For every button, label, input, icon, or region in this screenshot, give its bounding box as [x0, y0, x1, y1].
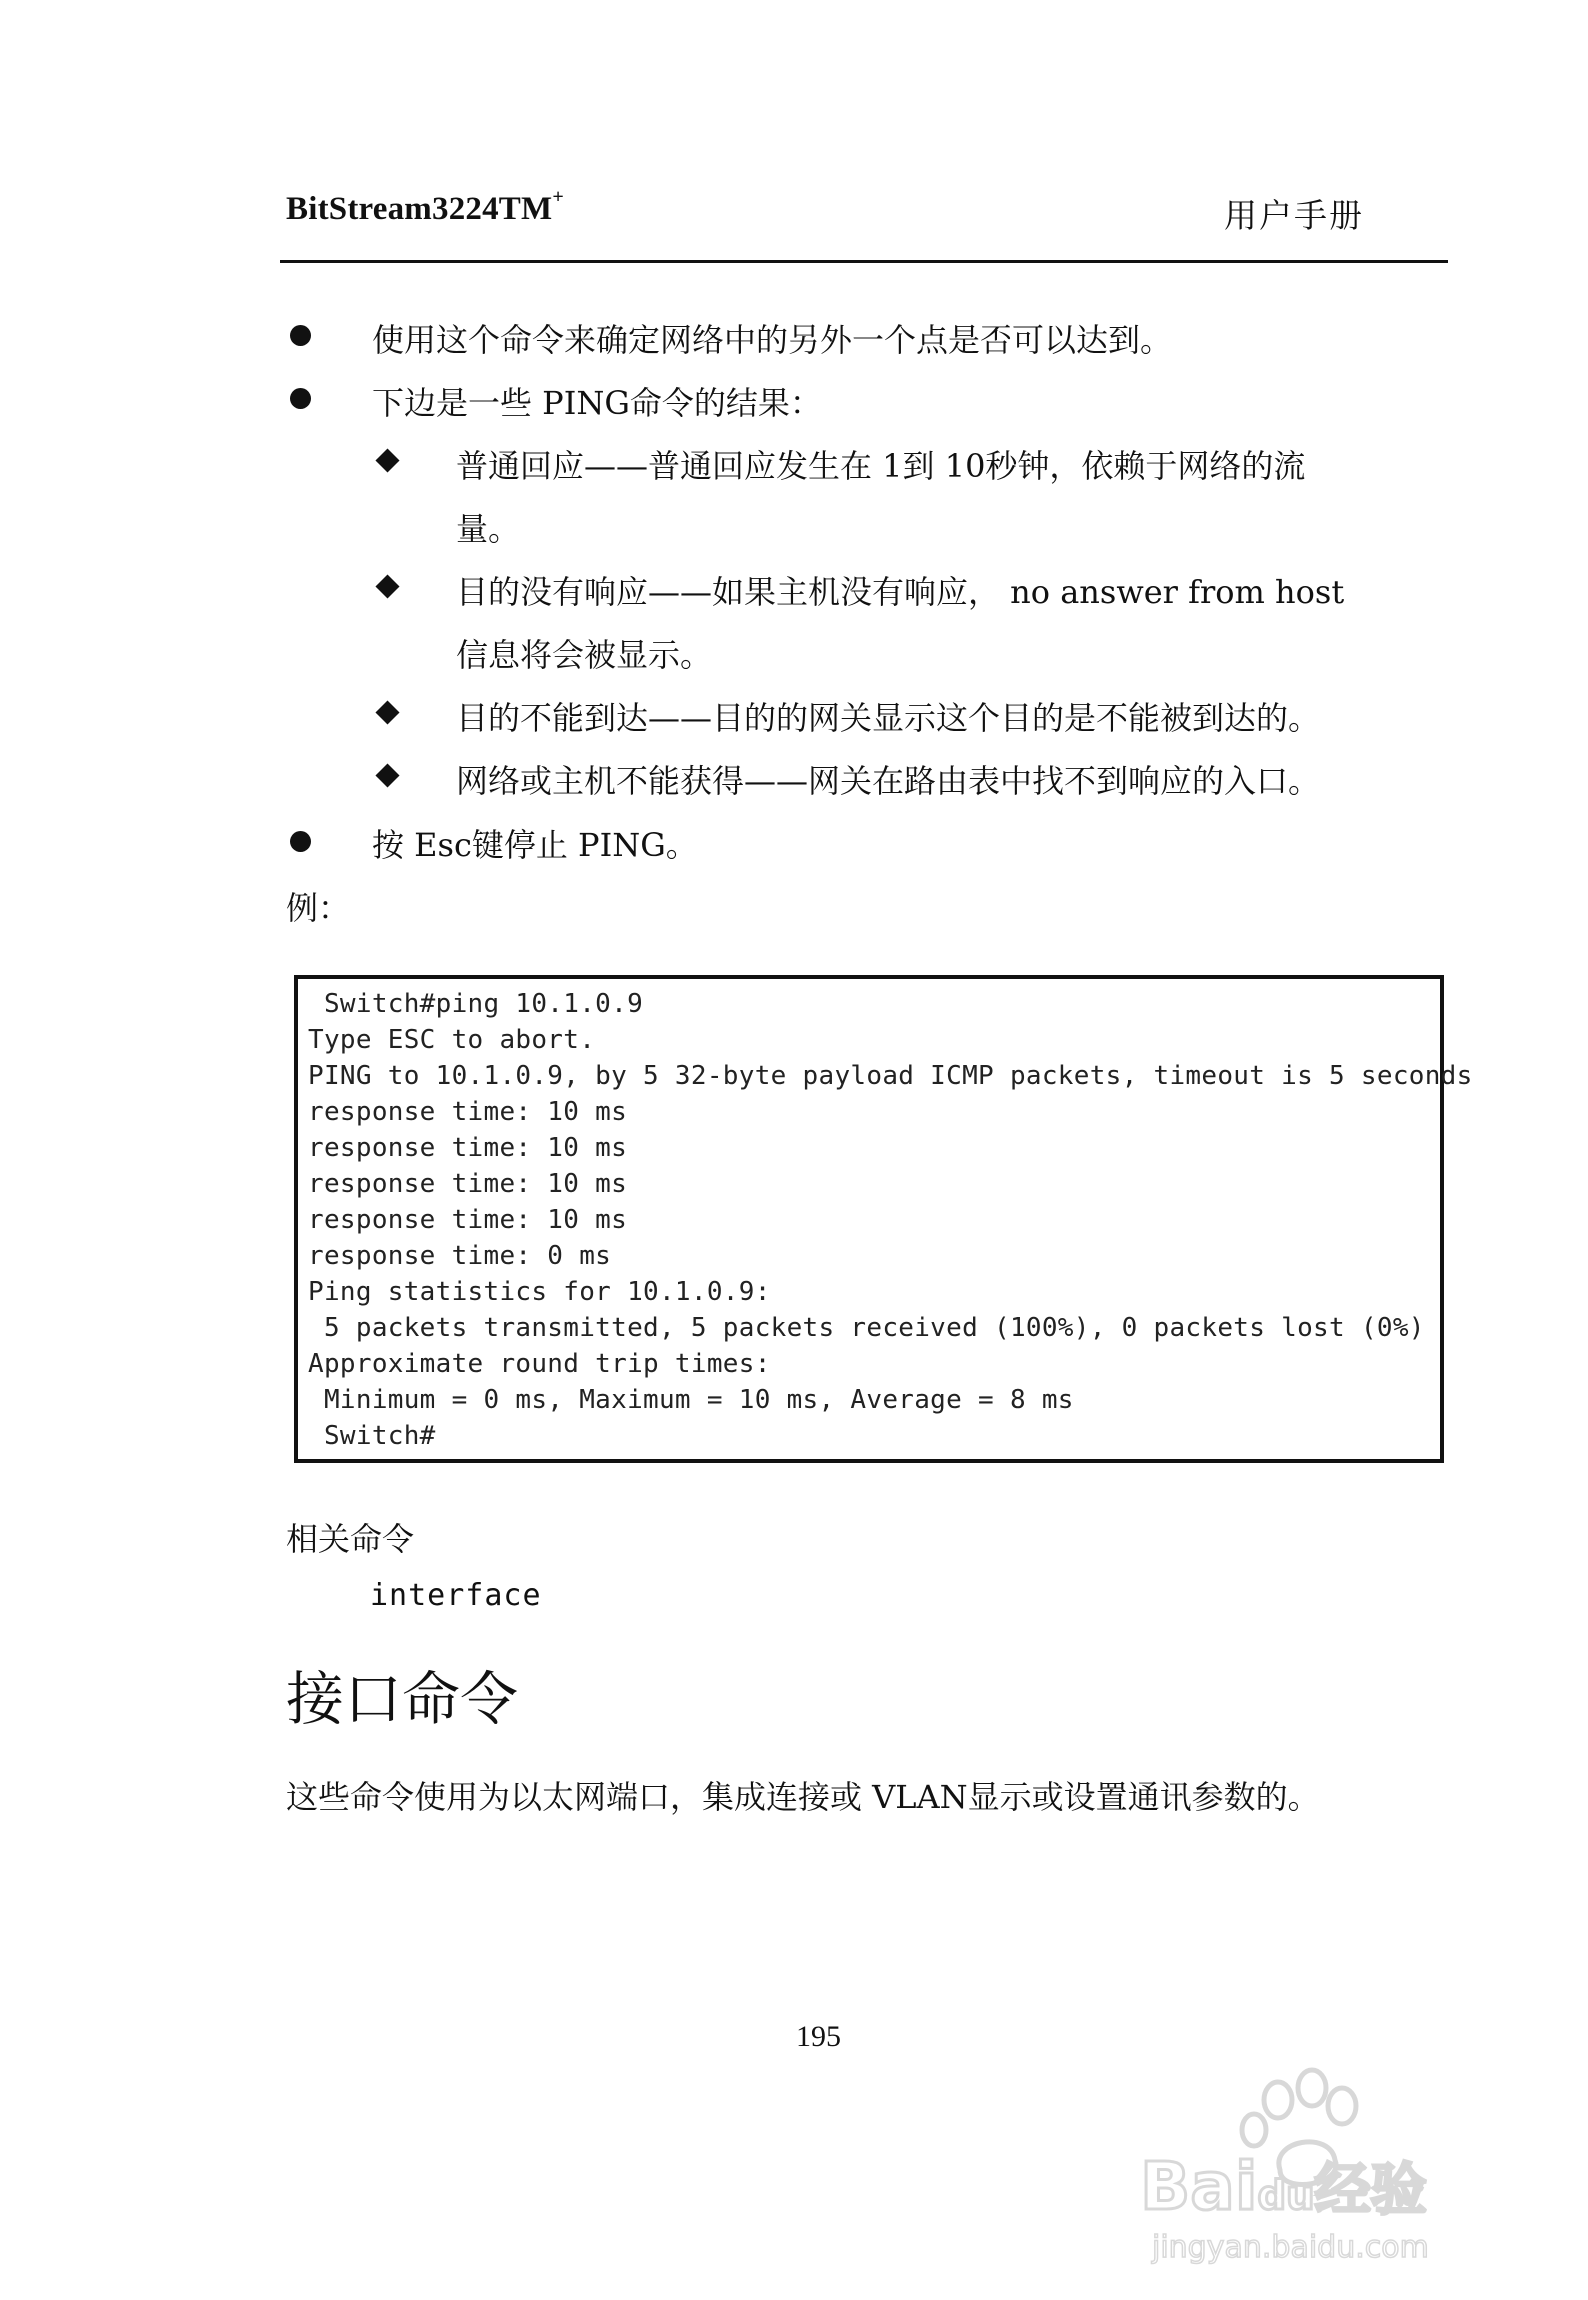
bullet-text: 下边是一些 PING命令的结果： [372, 384, 822, 422]
baidu-watermark-text: Baidu经验 [1140, 2148, 1427, 2225]
header-manual-label: 用户手册 [1224, 196, 1364, 235]
diamond-bullet-icon [375, 763, 399, 787]
sub-item-text: 普通回应——普通回应发生在 1到 10秒钟，依赖于网络的流 [456, 447, 1306, 485]
header-divider [280, 260, 1448, 263]
terminal-line: PING to 10.1.0.9, by 5 32-byte payload ICMP packets, timeout is 5 seconds [308, 1061, 1473, 1091]
diamond-bullet-icon [375, 574, 399, 598]
bullet-text: 使用这个命令来确定网络中的另外一个点是否可以达到。 [372, 321, 1173, 359]
header-title: BitStream3224TM+ [286, 186, 564, 227]
terminal-line: response time: 10 ms [308, 1169, 628, 1199]
terminal-line: Type ESC to abort. [308, 1025, 596, 1055]
terminal-line: Minimum = 0 ms, Maximum = 10 ms, Average = 8 ms [308, 1385, 1074, 1415]
terminal-line: Switch# [308, 1421, 436, 1451]
bullet-dot-icon [290, 388, 311, 409]
baidu-watermark-url: jingyan.baidu.com [1152, 2230, 1429, 2265]
example-label: 例： [286, 889, 351, 927]
sub-item-text: 网络或主机不能获得——网关在路由表中找不到响应的入口。 [456, 762, 1321, 800]
terminal-line: response time: 10 ms [308, 1097, 628, 1127]
sub-item-text-cont: 量。 [456, 510, 521, 548]
bullet-dot-icon [290, 831, 311, 852]
related-commands-label: 相关命令 [286, 1520, 415, 1558]
baidu-watermark-logo [1130, 2060, 1510, 2280]
section-heading: 接口命令 [286, 1665, 519, 1733]
bullet-text: 按 Esc键停止 PING。 [372, 826, 698, 864]
terminal-line: response time: 0 ms [308, 1241, 612, 1271]
sub-item-text: 目的不能到达——目的的网关显示这个目的是不能被到达的。 [456, 699, 1321, 737]
sub-item-text-cont: 信息将会被显示。 [456, 636, 713, 674]
terminal-line: Switch#ping 10.1.0.9 [308, 989, 644, 1019]
terminal-line: response time: 10 ms [308, 1133, 628, 1163]
sub-item-text: 目的没有响应——如果主机没有响应， no answer from host [456, 573, 1345, 611]
diamond-bullet-icon [375, 700, 399, 724]
terminal-line: Ping statistics for 10.1.0.9: [308, 1277, 771, 1307]
terminal-output-box [294, 975, 1473, 1463]
page-number: 195 [796, 2020, 841, 2053]
diamond-bullet-icon [375, 448, 399, 472]
section-paragraph: 这些命令使用为以太网端口，集成连接或 VLAN显示或设置通讯参数的。 [286, 1778, 1320, 1816]
related-command-interface: interface [370, 1578, 542, 1613]
bullet-dot-icon [290, 325, 311, 346]
terminal-line: Approximate round trip times: [308, 1349, 771, 1379]
terminal-line: 5 packets transmitted, 5 packets received (100%), 0 packets lost (0%) [308, 1313, 1425, 1343]
terminal-line: response time: 10 ms [308, 1205, 628, 1235]
